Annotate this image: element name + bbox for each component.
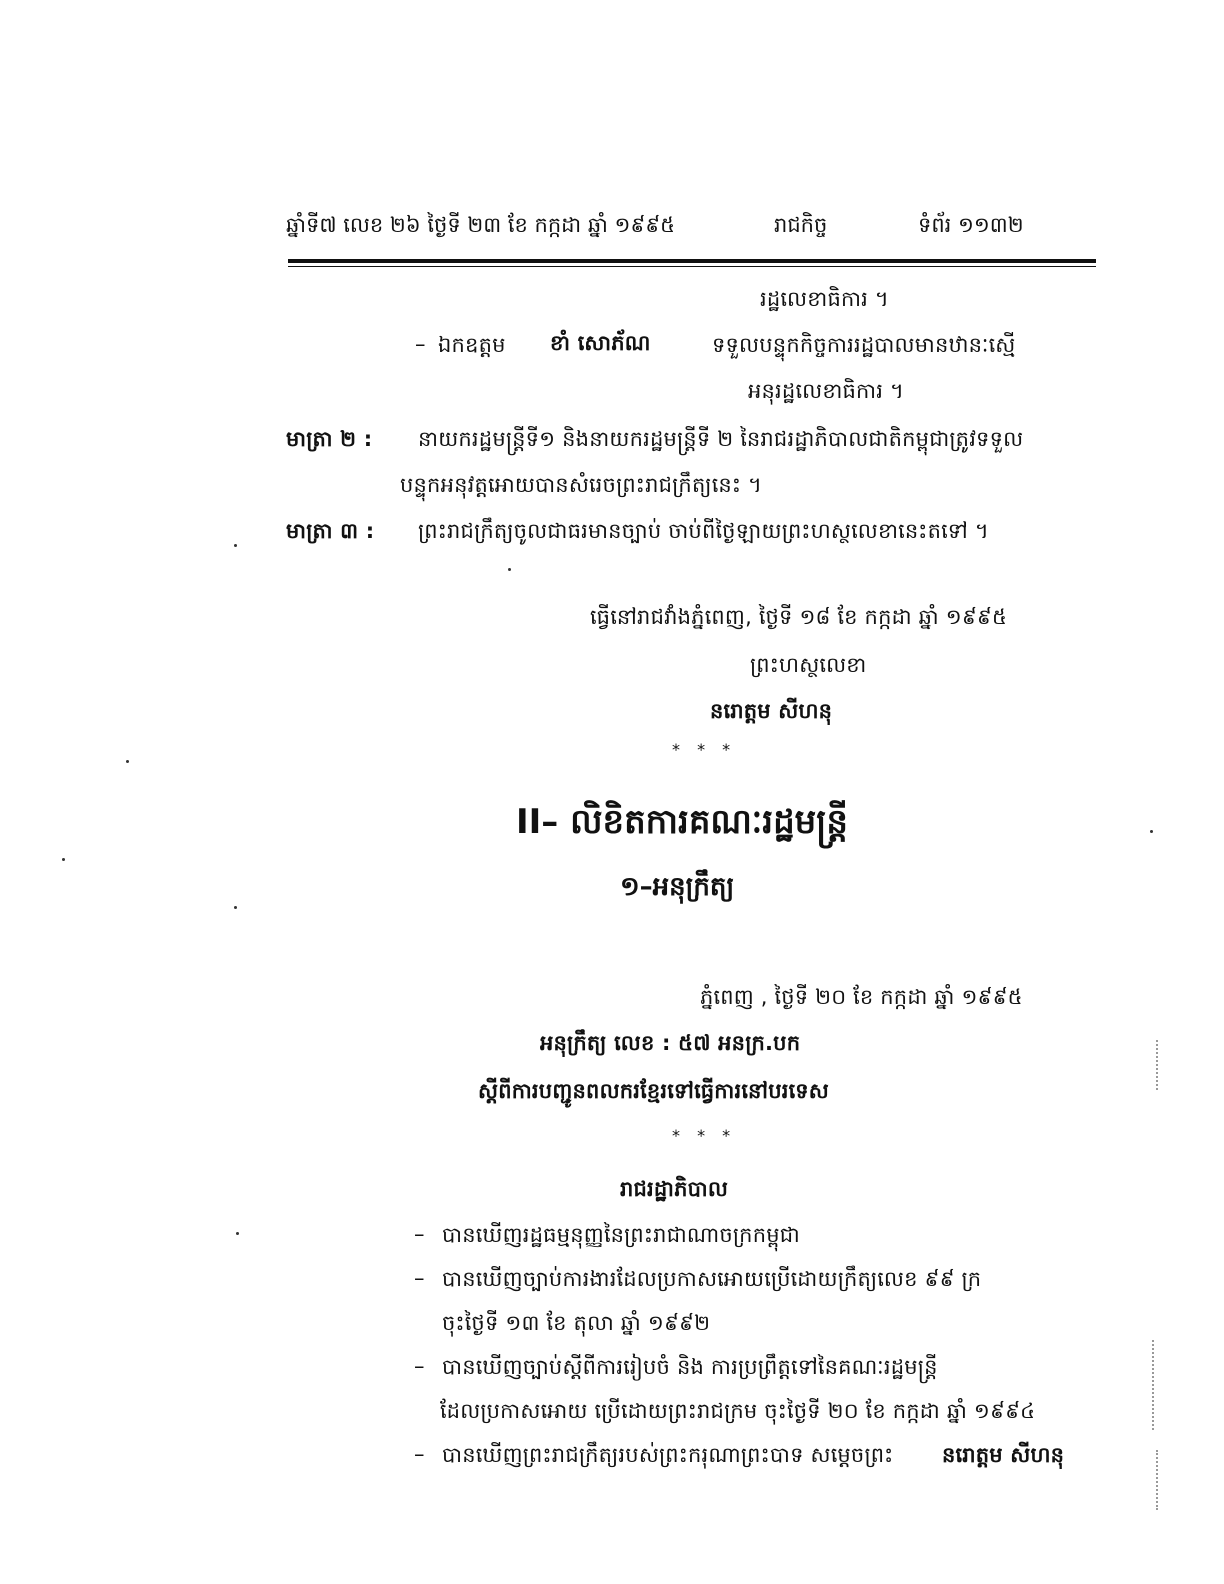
article-3-label: មាត្រា ៣ : <box>286 519 375 543</box>
list-item-line-1: បានឃើញច្បាប់ស្តីពីការរៀបចំ និង ការប្រព្រឹត្តទៅនៃគណៈរដ្ឋមន្ត្រី <box>442 1355 938 1379</box>
header-issue-date: ឆ្នាំទី៧ លេខ ២៦ ថ្ងៃទី ២៣ ខែ កក្កដា ឆ្នាំ ១៩៩៥ <box>286 213 676 237</box>
top-line-1: រដ្ឋលេខាធិការ ។ <box>760 287 889 311</box>
article-2-line-1: នាយករដ្ឋមន្ត្រីទី១ និងនាយករដ្ឋមន្ត្រីទី ២ នៃរាជរដ្ឋាភិបាលជាតិកម្ពុជាត្រូវទទួល <box>418 427 1024 451</box>
scan-speck <box>234 544 237 547</box>
header-page-number: ទំព័រ ១១៣២ <box>918 213 1024 237</box>
list-item-line-1: បានឃើញរដ្ឋធម្មនុញ្ញនៃព្រះរាជាណាចក្រកម្ពុជា <box>442 1223 800 1247</box>
scan-speck <box>62 858 65 861</box>
scan-noise <box>1152 1340 1156 1430</box>
scan-speck <box>1150 830 1153 833</box>
list-dash: – <box>414 1354 425 1378</box>
top-line-2-title: ឯកឧត្តម <box>438 333 506 357</box>
list-item-line-2: ចុះថ្ងៃទី ១៣ ខែ តុលា ឆ្នាំ ១៩៩២ <box>442 1311 711 1335</box>
scan-speck <box>234 906 237 909</box>
signature-label: ព្រះហស្ថលេខា <box>750 653 867 677</box>
separator-stars-1: * * * <box>672 740 737 759</box>
separator-stars-2: * * * <box>672 1126 737 1145</box>
top-line-2-dash: – <box>415 332 426 356</box>
signature-place-date: ធ្វើនៅរាជវាំងភ្នំពេញ, ថ្ងៃទី ១៨ ខែ កក្កដា ឆ្នាំ ១៩៩៥ <box>590 605 1008 629</box>
signer-name: នរោត្តម សីហនុ <box>710 699 833 723</box>
decree-place-date: ភ្នំពេញ , ថ្ងៃទី ២០ ខែ កក្កដា ឆ្នាំ ១៩៩៥ <box>700 985 1023 1009</box>
list-item-line-2: ដែលប្រកាសអោយ ប្រើដោយព្រះរាជក្រម ចុះថ្ងៃទី ២០ ខែ កក្កដា ឆ្នាំ ១៩៩៤ <box>440 1399 1036 1423</box>
header-publication: រាជកិច្ច <box>774 213 828 237</box>
scan-speck <box>236 1232 239 1235</box>
decree-number: អនុក្រឹត្យ លេខ : ៥៧ អនក្រ.បក <box>540 1031 801 1055</box>
header-rule-thick <box>288 259 1096 263</box>
header-rule-thin <box>288 266 1096 267</box>
decree-issuer: រាជរដ្ឋាភិបាល <box>620 1177 729 1201</box>
top-line-2-rest: ទទួលបន្ទុកកិច្ចការរដ្ឋបាលមានឋានៈស្មើ <box>712 333 1016 357</box>
scan-speck <box>508 568 511 571</box>
list-dash: – <box>414 1222 425 1246</box>
scan-noise <box>1156 1450 1160 1510</box>
list-item-bold-name: នរោត្តម សីហនុ <box>942 1443 1065 1467</box>
top-line-2-name: ខាំ សោភ័ណ <box>550 331 651 355</box>
list-dash: – <box>414 1442 425 1466</box>
section-title: II– លិខិតការគណៈរដ្ឋមន្ត្រី <box>516 802 848 842</box>
decree-subject: ស្តីពីការបញ្ជូនពលករខ្មែរទៅធ្វើការនៅបរទេស <box>478 1079 829 1103</box>
article-2-label: មាត្រា ២ : <box>286 427 373 451</box>
top-line-3: អនុរដ្ឋលេខាធិការ ។ <box>748 379 905 403</box>
section-subtitle: ១–អនុក្រឹត្យ <box>620 872 735 902</box>
article-3-line-1: ព្រះរាជក្រឹត្យចូលជាធរមានច្បាប់ ចាប់ពីថ្ងៃឡាយព្រះហស្ថលេខានេះតទៅ ។ <box>418 519 989 543</box>
article-2-line-2: បន្ទុកអនុវត្តអោយបានសំរេចព្រះរាជក្រឹត្យនេះ ។ <box>400 473 763 497</box>
list-item-line-1: បានឃើញព្រះរាជក្រឹត្យរបស់ព្រះករុណាព្រះបាទ សម្តេចព្រះ <box>442 1443 894 1467</box>
list-dash: – <box>414 1266 425 1290</box>
scan-noise <box>1156 1040 1160 1090</box>
list-item-line-1: បានឃើញច្បាប់ការងារដែលប្រកាសអោយប្រើដោយក្រឹត្យលេខ ៩៩ ក្រ <box>442 1267 982 1291</box>
scan-speck <box>126 760 129 763</box>
